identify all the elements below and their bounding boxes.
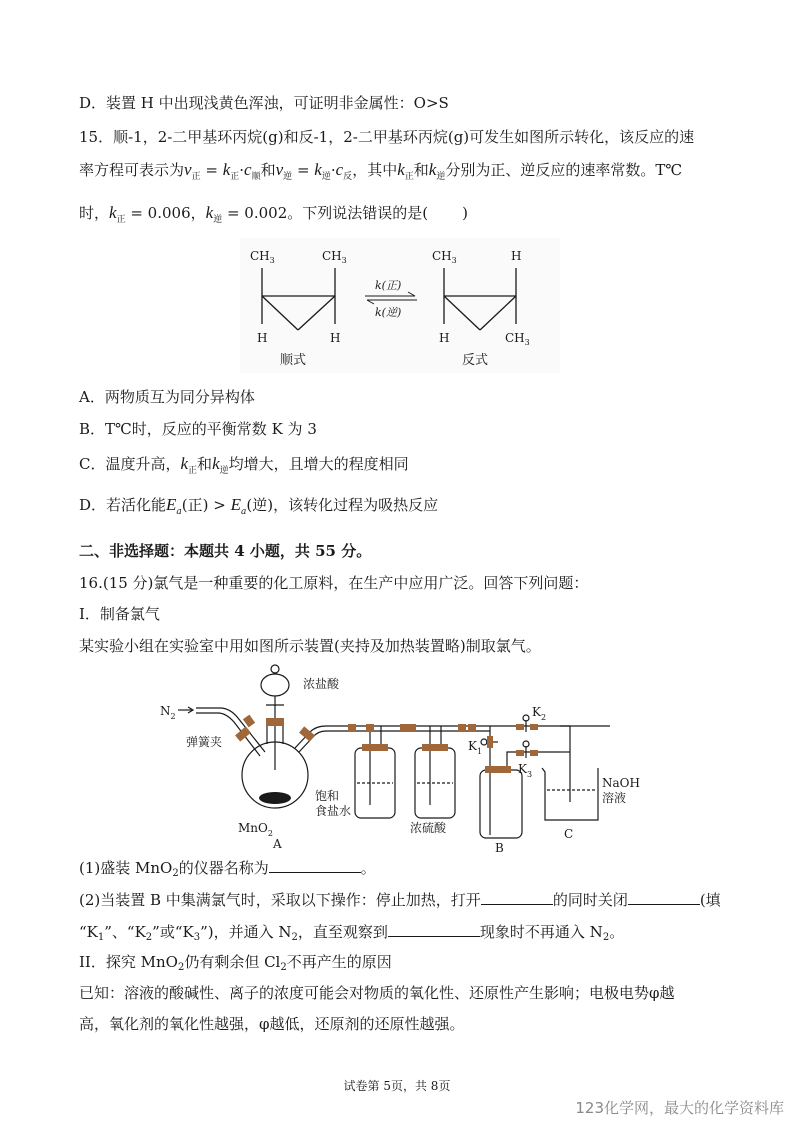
sub: 3 bbox=[193, 932, 201, 943]
naoh-label-1: NaOH bbox=[602, 776, 640, 790]
sub: 2 bbox=[602, 932, 610, 943]
k-symbol: k bbox=[222, 160, 231, 179]
joint bbox=[516, 750, 524, 756]
text: ”)，并通入 N bbox=[200, 923, 292, 941]
cis-h-left: H bbox=[257, 331, 268, 345]
cis-label: 顺式 bbox=[280, 353, 307, 368]
q15-option-a[interactable]: A．两物质互为同分异构体 bbox=[79, 388, 255, 406]
conc-hcl-label: 浓盐酸 bbox=[303, 677, 340, 691]
q16-sub2-line2 bbox=[79, 922, 624, 948]
close-paren: ) bbox=[462, 204, 468, 222]
eq: = bbox=[292, 161, 315, 179]
sub: 2 bbox=[280, 962, 287, 973]
brine-label-1: 饱和 bbox=[315, 789, 340, 803]
text: 分别为正、逆反应的速率常数。T℃ bbox=[445, 161, 683, 179]
text: II．探究 MnO bbox=[79, 953, 178, 971]
trans-h-top: H bbox=[511, 249, 522, 263]
stopper bbox=[362, 744, 388, 751]
q16-known-line2: 高，氧化剂的氧化性越强，φ越低，还原剂的还原性越强。 bbox=[79, 1015, 465, 1033]
sub: 2 bbox=[172, 868, 179, 879]
text: ，其中 bbox=[352, 161, 398, 179]
k-symbol: k bbox=[428, 160, 437, 179]
joint bbox=[468, 724, 476, 732]
text: ，直至观察到 bbox=[297, 923, 388, 941]
k-zheng-value: = 0.006 bbox=[125, 204, 191, 222]
stopper bbox=[299, 726, 315, 741]
answer-blank-phenomenon[interactable] bbox=[388, 922, 480, 937]
naoh-label-2: 溶液 bbox=[602, 791, 627, 805]
text: 。 bbox=[609, 923, 625, 941]
mno2-solid bbox=[259, 792, 291, 804]
sub: 正 bbox=[188, 466, 198, 476]
dot: · bbox=[330, 161, 336, 179]
joint bbox=[487, 736, 493, 748]
stopper bbox=[485, 766, 511, 773]
k-symbol: k bbox=[109, 203, 117, 222]
trans-ch3-bottom: $CH_3$ bbox=[505, 331, 530, 347]
paren-zheng: (正) bbox=[181, 496, 209, 514]
funnel-stopper bbox=[271, 665, 279, 673]
dropping-funnel bbox=[261, 674, 289, 696]
label-a: A bbox=[273, 837, 282, 851]
stopper bbox=[266, 718, 284, 726]
stopper bbox=[422, 744, 448, 751]
page-footer: 试卷第 5页，共 8页 bbox=[343, 1079, 451, 1093]
e-symbol: E bbox=[166, 495, 177, 514]
trans-label: 反式 bbox=[462, 353, 489, 368]
text: “K bbox=[79, 923, 98, 941]
eq: = bbox=[200, 161, 223, 179]
text: 的同时关闭 bbox=[552, 891, 628, 909]
k1-label: $K_1$ bbox=[468, 739, 483, 756]
text: 仍有剩余但 Cl bbox=[184, 953, 281, 971]
text: ”或“K bbox=[152, 923, 194, 941]
q15-stem-line2 bbox=[79, 160, 682, 187]
sub: 正 bbox=[191, 172, 201, 182]
k-ni-value: = 0.002 bbox=[222, 204, 288, 222]
mno2-label: MnO$_2$ bbox=[238, 821, 273, 838]
q15-stem-line1: 15．顺-1，2-二甲基环丙烷(g)和反-1，2-二甲基环丙烷(g)可发生如图所示转化，该反应的速 bbox=[79, 128, 695, 146]
q16-part1-title: I．制备氯气 bbox=[79, 605, 160, 623]
joint bbox=[530, 750, 538, 756]
answer-blank-close[interactable] bbox=[628, 890, 700, 905]
stopper bbox=[235, 726, 251, 741]
text: (填 bbox=[699, 891, 721, 909]
clamp-label: 弹簧夹 bbox=[186, 735, 223, 749]
he: 和 bbox=[413, 161, 429, 179]
dot: · bbox=[239, 161, 245, 179]
rubber-stoppers bbox=[235, 715, 538, 773]
trans-ch3-top: $CH_3$ bbox=[432, 249, 457, 265]
watermark: 123化学网，最大的化学资料库 bbox=[575, 1099, 784, 1117]
joint bbox=[458, 724, 466, 732]
k3-label: $K_3$ bbox=[518, 762, 533, 779]
sub: 2 bbox=[145, 932, 153, 943]
c-symbol: c bbox=[335, 160, 344, 179]
k-symbol: k bbox=[397, 160, 405, 179]
joint bbox=[408, 724, 416, 732]
joint bbox=[366, 724, 374, 732]
sub: 顺 bbox=[251, 172, 261, 182]
answer-blank-open[interactable] bbox=[481, 890, 553, 905]
v-symbol: v bbox=[275, 160, 284, 179]
n2-label: $N_2$ bbox=[160, 704, 176, 721]
sub: 反 bbox=[343, 172, 353, 182]
q16-known-line1: 已知：溶液的酸碱性、离子的浓度可能会对物质的氧化性、还原性产生影响；电极电势φ越 bbox=[79, 984, 675, 1002]
text: ”、“K bbox=[104, 923, 146, 941]
comma: ， bbox=[190, 204, 206, 222]
isomer-figure bbox=[240, 238, 560, 373]
sub: 2 bbox=[291, 932, 298, 943]
k-symbol: k bbox=[205, 203, 214, 222]
v-symbol: v bbox=[184, 160, 192, 179]
arrow-label-forward: k(正) bbox=[375, 279, 402, 292]
apparatus-diagram bbox=[150, 660, 650, 855]
text: C．温度升高， bbox=[79, 455, 181, 473]
text: 时， bbox=[79, 204, 110, 222]
text: D．若活化能 bbox=[79, 496, 167, 514]
label-c: C bbox=[564, 827, 574, 841]
text: 现象时不再通入 N bbox=[479, 923, 603, 941]
sub: 正 bbox=[116, 215, 126, 225]
brine-label-2: 食盐水 bbox=[315, 804, 352, 818]
cis-ch3-right: $CH_3$ bbox=[322, 249, 347, 265]
text: (1)盛装 MnO bbox=[79, 859, 173, 877]
section-heading: 二、非选择题：本题共 4 小题，共 55 分。 bbox=[79, 542, 372, 560]
q15-option-d[interactable] bbox=[79, 495, 438, 522]
sub: 逆 bbox=[283, 172, 293, 182]
joint bbox=[348, 724, 356, 732]
k-symbol: k bbox=[212, 454, 220, 473]
text: 。 bbox=[360, 859, 376, 877]
q16-sub2-line1 bbox=[79, 890, 721, 910]
sub: 逆 bbox=[219, 466, 229, 476]
q16-part2-title bbox=[79, 952, 392, 978]
answer-blank-1[interactable] bbox=[269, 858, 361, 873]
cis-h-right: H bbox=[330, 331, 341, 345]
joint bbox=[530, 724, 538, 730]
e-symbol: E bbox=[230, 495, 242, 514]
arrow-label-reverse: k(逆) bbox=[375, 306, 402, 319]
k-symbol: k bbox=[180, 454, 189, 473]
sub: 1 bbox=[97, 932, 105, 943]
sub: a bbox=[241, 507, 247, 517]
q16-sub1 bbox=[79, 858, 376, 884]
text: 均增大，且增大的程度相同 bbox=[228, 455, 409, 473]
text: 。下列说法错误的是( bbox=[287, 204, 429, 222]
q15-stem-line3 bbox=[79, 203, 468, 230]
sub: a bbox=[176, 507, 182, 517]
trans-h-bottom: H bbox=[439, 331, 450, 345]
q15-option-c[interactable] bbox=[79, 454, 409, 481]
k-symbol: k bbox=[314, 160, 322, 179]
q15-option-b[interactable]: B．T℃时，反应的平衡常数 K 为 3 bbox=[79, 420, 317, 438]
sub: 正 bbox=[404, 172, 414, 182]
label-b: B bbox=[495, 841, 504, 855]
gt: > bbox=[208, 496, 231, 514]
text: 率方程可表示为 bbox=[79, 161, 185, 179]
sub: 逆 bbox=[321, 172, 331, 182]
h2so4-label: 浓硫酸 bbox=[410, 821, 447, 835]
text: ，该转化过程为吸热反应 bbox=[273, 496, 439, 514]
joint bbox=[400, 724, 408, 732]
he: 和 bbox=[260, 161, 276, 179]
paren-ni: (逆) bbox=[246, 496, 274, 514]
cis-ch3-left: $CH_3$ bbox=[250, 249, 275, 265]
he: 和 bbox=[197, 455, 213, 473]
c-symbol: c bbox=[244, 160, 252, 179]
q16-stem: 16.(15 分)氯气是一种重要的化工原料，在生产中应用广泛。回答下列问题： bbox=[79, 574, 589, 592]
joint bbox=[516, 724, 524, 730]
q14-option-d: D．装置 H 中出现浅黄色浑浊，可证明非金属性：O>S bbox=[79, 94, 449, 112]
sub: 逆 bbox=[436, 172, 446, 182]
q16-part1-desc: 某实验小组在实验室中用如图所示装置(夹持及加热装置略)制取氯气。 bbox=[79, 637, 541, 655]
k2-label: $K_2$ bbox=[532, 705, 547, 722]
text: (2)当装置 B 中集满氯气时，采取以下操作：停止加热，打开 bbox=[79, 891, 481, 909]
sub: 2 bbox=[177, 962, 185, 973]
sub: 逆 bbox=[213, 215, 223, 225]
collection-bottle-b bbox=[480, 770, 522, 838]
text: 不再产生的原因 bbox=[286, 953, 392, 971]
sub: 正 bbox=[230, 172, 240, 182]
text: 的仪器名称为 bbox=[178, 859, 269, 877]
